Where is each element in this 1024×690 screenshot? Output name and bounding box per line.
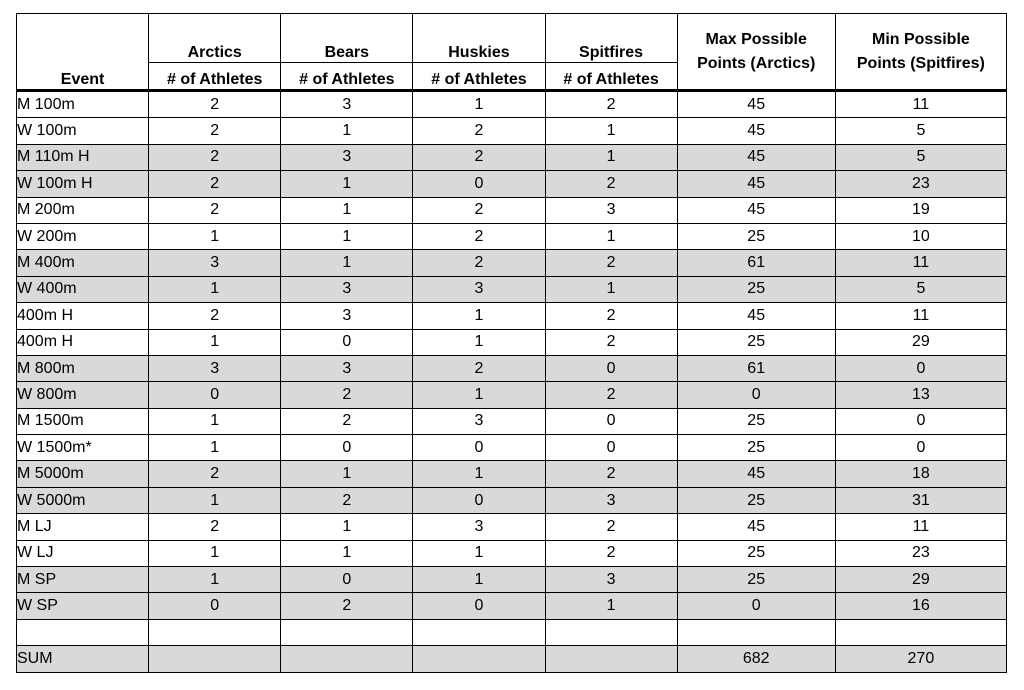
table-row — [17, 171, 1007, 197]
bears-athletes-cell: 2 — [281, 382, 413, 408]
huskies-athletes-cell: 1 — [413, 329, 545, 355]
event-cell: M SP — [17, 567, 149, 593]
arctics-athletes-cell: 3 — [149, 355, 281, 381]
arctics-athletes-cell: 1 — [149, 408, 281, 434]
event-cell: W SP — [17, 593, 149, 619]
huskies-athletes-cell: 3 — [413, 408, 545, 434]
sum-row — [17, 646, 1007, 672]
spitfires-athletes-cell: 2 — [545, 461, 677, 487]
event-cell: W 100m — [17, 118, 149, 144]
event-cell: W 800m — [17, 382, 149, 408]
spitfires-athletes-cell: 3 — [545, 567, 677, 593]
huskies-athletes-cell: 0 — [413, 435, 545, 461]
spacer-cell — [545, 619, 677, 645]
event-cell: W 5000m — [17, 487, 149, 513]
min-points-cell: 18 — [835, 461, 1006, 487]
team-header-huskies: Huskies — [413, 14, 545, 63]
arctics-athletes-cell: 2 — [149, 197, 281, 223]
table-row — [17, 514, 1007, 540]
min-points-cell: 11 — [835, 514, 1006, 540]
table-row — [17, 250, 1007, 276]
athletes-subheader-arctics: # of Athletes — [149, 63, 281, 91]
huskies-athletes-cell: 0 — [413, 593, 545, 619]
event-cell: W LJ — [17, 540, 149, 566]
event-cell: W 100m H — [17, 171, 149, 197]
spitfires-athletes-cell: 2 — [545, 171, 677, 197]
event-cell: W 1500m* — [17, 435, 149, 461]
spitfires-athletes-cell: 2 — [545, 382, 677, 408]
max-points-cell: 0 — [677, 382, 835, 408]
spitfires-athletes-cell: 2 — [545, 514, 677, 540]
min-points-cell: 13 — [835, 382, 1006, 408]
huskies-athletes-cell: 3 — [413, 276, 545, 302]
athletes-subheader-bears: # of Athletes — [281, 63, 413, 91]
bears-athletes-cell: 1 — [281, 197, 413, 223]
huskies-athletes-cell: 1 — [413, 461, 545, 487]
sum-max-points: 682 — [677, 646, 835, 672]
event-cell: M 100m — [17, 91, 149, 118]
huskies-athletes-cell: 2 — [413, 250, 545, 276]
spacer-cell — [281, 619, 413, 645]
max-points-cell: 25 — [677, 276, 835, 302]
bears-athletes-cell: 1 — [281, 118, 413, 144]
huskies-athletes-cell: 1 — [413, 303, 545, 329]
huskies-athletes-cell: 2 — [413, 144, 545, 170]
max-points-cell: 0 — [677, 593, 835, 619]
arctics-athletes-cell: 2 — [149, 171, 281, 197]
spitfires-athletes-cell: 2 — [545, 91, 677, 118]
table-row — [17, 567, 1007, 593]
event-cell: 400m H — [17, 329, 149, 355]
bears-athletes-cell: 1 — [281, 461, 413, 487]
max-points-cell: 45 — [677, 118, 835, 144]
spacer-cell — [677, 619, 835, 645]
spitfires-athletes-cell: 2 — [545, 303, 677, 329]
spitfires-athletes-cell: 0 — [545, 408, 677, 434]
table-row — [17, 197, 1007, 223]
max-points-cell: 45 — [677, 171, 835, 197]
max-points-cell: 45 — [677, 514, 835, 540]
table-footer — [17, 619, 1007, 672]
min-points-cell: 0 — [835, 408, 1006, 434]
min-points-cell: 0 — [835, 435, 1006, 461]
max-points-cell: 45 — [677, 461, 835, 487]
bears-athletes-cell: 2 — [281, 593, 413, 619]
arctics-athletes-cell: 1 — [149, 487, 281, 513]
spitfires-athletes-cell: 1 — [545, 223, 677, 249]
huskies-athletes-cell: 2 — [413, 355, 545, 381]
spitfires-athletes-cell: 0 — [545, 355, 677, 381]
event-cell: M 110m H — [17, 144, 149, 170]
min-points-cell: 16 — [835, 593, 1006, 619]
spitfires-athletes-cell: 1 — [545, 593, 677, 619]
min-points-header — [835, 14, 1006, 91]
bears-athletes-cell: 1 — [281, 540, 413, 566]
min-points-header-line1: Min Possible — [871, 30, 970, 48]
table-row — [17, 461, 1007, 487]
bears-athletes-cell: 0 — [281, 567, 413, 593]
min-points-cell: 29 — [835, 567, 1006, 593]
max-points-cell: 25 — [677, 487, 835, 513]
table-row — [17, 382, 1007, 408]
sum-min-points: 270 — [835, 646, 1006, 672]
arctics-athletes-cell: 1 — [149, 276, 281, 302]
bears-athletes-cell: 3 — [281, 144, 413, 170]
team-header-spitfires: Spitfires — [545, 14, 677, 63]
arctics-athletes-cell: 2 — [149, 461, 281, 487]
max-points-header — [677, 14, 835, 91]
event-cell: M 800m — [17, 355, 149, 381]
huskies-athletes-cell: 1 — [413, 91, 545, 118]
bears-athletes-cell: 3 — [281, 303, 413, 329]
max-points-cell: 25 — [677, 540, 835, 566]
max-points-cell: 45 — [677, 144, 835, 170]
event-cell: 400m H — [17, 303, 149, 329]
event-cell: M 200m — [17, 197, 149, 223]
bears-athletes-cell: 1 — [281, 514, 413, 540]
bears-athletes-cell: 0 — [281, 329, 413, 355]
bears-athletes-cell: 1 — [281, 250, 413, 276]
huskies-athletes-cell: 0 — [413, 487, 545, 513]
arctics-athletes-cell: 2 — [149, 118, 281, 144]
arctics-athletes-cell: 1 — [149, 567, 281, 593]
arctics-athletes-cell: 2 — [149, 514, 281, 540]
max-points-cell: 25 — [677, 435, 835, 461]
spacer-cell — [413, 619, 545, 645]
min-points-cell: 0 — [835, 355, 1006, 381]
max-points-cell: 25 — [677, 408, 835, 434]
table-row — [17, 435, 1007, 461]
table-row — [17, 540, 1007, 566]
athletes-subheader-spitfires: # of Athletes — [545, 63, 677, 91]
min-points-cell: 11 — [835, 91, 1006, 118]
spacer-row — [17, 619, 1007, 645]
arctics-athletes-cell: 2 — [149, 91, 281, 118]
bears-athletes-cell: 1 — [281, 223, 413, 249]
huskies-athletes-cell: 3 — [413, 514, 545, 540]
arctics-athletes-cell: 0 — [149, 382, 281, 408]
table-row — [17, 144, 1007, 170]
min-points-cell: 23 — [835, 540, 1006, 566]
spitfires-athletes-cell: 0 — [545, 435, 677, 461]
min-points-cell: 5 — [835, 144, 1006, 170]
points-table — [16, 13, 1007, 673]
max-points-cell: 61 — [677, 355, 835, 381]
spitfires-athletes-cell: 2 — [545, 250, 677, 276]
table-header — [17, 14, 1007, 91]
event-column-header: Event — [17, 14, 149, 91]
team-header-arctics: Arctics — [149, 14, 281, 63]
table-row — [17, 91, 1007, 118]
huskies-athletes-cell: 2 — [413, 223, 545, 249]
athletes-subheader-huskies: # of Athletes — [413, 63, 545, 91]
spitfires-athletes-cell: 2 — [545, 329, 677, 355]
bears-athletes-cell: 3 — [281, 355, 413, 381]
spacer-cell — [835, 619, 1006, 645]
min-points-cell: 31 — [835, 487, 1006, 513]
sum-empty-cell — [149, 646, 281, 672]
sum-empty-cell — [281, 646, 413, 672]
max-points-cell: 25 — [677, 223, 835, 249]
min-points-cell: 11 — [835, 250, 1006, 276]
event-cell: W 400m — [17, 276, 149, 302]
sum-empty-cell — [545, 646, 677, 672]
table-row — [17, 118, 1007, 144]
spitfires-athletes-cell: 3 — [545, 197, 677, 223]
spitfires-athletes-cell: 1 — [545, 276, 677, 302]
min-points-cell: 19 — [835, 197, 1006, 223]
bears-athletes-cell: 1 — [281, 171, 413, 197]
table-row — [17, 355, 1007, 381]
max-points-cell: 61 — [677, 250, 835, 276]
table-row — [17, 276, 1007, 302]
max-points-header-line2: Points (Arctics) — [697, 54, 816, 72]
arctics-athletes-cell: 1 — [149, 435, 281, 461]
huskies-athletes-cell: 2 — [413, 118, 545, 144]
huskies-athletes-cell: 0 — [413, 171, 545, 197]
bears-athletes-cell: 2 — [281, 487, 413, 513]
spacer-cell — [17, 619, 149, 645]
event-cell: W 200m — [17, 223, 149, 249]
min-points-cell: 29 — [835, 329, 1006, 355]
huskies-athletes-cell: 1 — [413, 382, 545, 408]
sum-empty-cell — [413, 646, 545, 672]
spitfires-athletes-cell: 3 — [545, 487, 677, 513]
sum-label: SUM — [17, 646, 149, 672]
min-points-cell: 5 — [835, 276, 1006, 302]
table-row — [17, 223, 1007, 249]
event-cell: M 400m — [17, 250, 149, 276]
bears-athletes-cell: 3 — [281, 91, 413, 118]
max-points-header-line1: Max Possible — [705, 30, 807, 48]
arctics-athletes-cell: 1 — [149, 223, 281, 249]
arctics-athletes-cell: 0 — [149, 593, 281, 619]
min-points-cell: 5 — [835, 118, 1006, 144]
min-points-cell: 23 — [835, 171, 1006, 197]
table-row — [17, 593, 1007, 619]
huskies-athletes-cell: 2 — [413, 197, 545, 223]
huskies-athletes-cell: 1 — [413, 567, 545, 593]
table-row — [17, 487, 1007, 513]
arctics-athletes-cell: 1 — [149, 540, 281, 566]
arctics-athletes-cell: 1 — [149, 329, 281, 355]
max-points-cell: 45 — [677, 91, 835, 118]
spacer-cell — [149, 619, 281, 645]
table-row — [17, 303, 1007, 329]
spitfires-athletes-cell: 1 — [545, 118, 677, 144]
max-points-cell: 45 — [677, 197, 835, 223]
max-points-cell: 25 — [677, 329, 835, 355]
arctics-athletes-cell: 2 — [149, 303, 281, 329]
table-row — [17, 329, 1007, 355]
spitfires-athletes-cell: 2 — [545, 540, 677, 566]
max-points-cell: 45 — [677, 303, 835, 329]
team-header-bears: Bears — [281, 14, 413, 63]
bears-athletes-cell: 3 — [281, 276, 413, 302]
min-points-cell: 11 — [835, 303, 1006, 329]
table-body — [17, 91, 1007, 620]
event-cell: M LJ — [17, 514, 149, 540]
huskies-athletes-cell: 1 — [413, 540, 545, 566]
arctics-athletes-cell: 2 — [149, 144, 281, 170]
bears-athletes-cell: 0 — [281, 435, 413, 461]
min-points-cell: 10 — [835, 223, 1006, 249]
min-points-header-line2: Points (Spitfires) — [856, 54, 985, 72]
max-points-cell: 25 — [677, 567, 835, 593]
event-cell: M 1500m — [17, 408, 149, 434]
arctics-athletes-cell: 3 — [149, 250, 281, 276]
spitfires-athletes-cell: 1 — [545, 144, 677, 170]
bears-athletes-cell: 2 — [281, 408, 413, 434]
event-cell: M 5000m — [17, 461, 149, 487]
table-row — [17, 408, 1007, 434]
